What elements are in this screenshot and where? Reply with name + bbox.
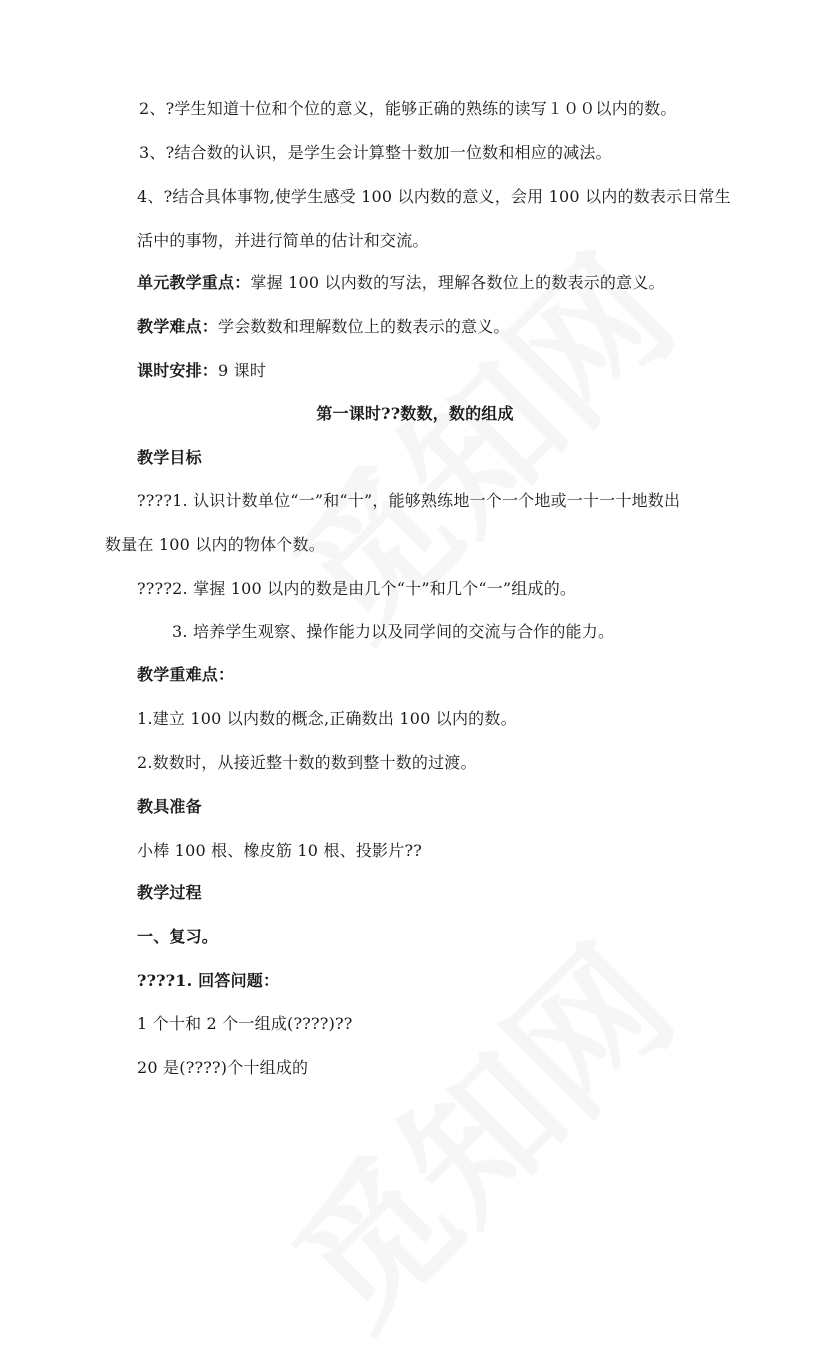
objective-item-continued: 数量在 100 以内的物体个数。 — [105, 535, 325, 554]
objective-item: ????2. 掌握 100 以内的数是由几个“十”和几个“一”组成的。 — [137, 579, 577, 598]
materials-heading: 教具准备 — [137, 797, 202, 816]
schedule-text: 9 课时 — [218, 361, 267, 380]
difficulty-line — [137, 316, 510, 338]
unit-focus-line — [137, 272, 665, 294]
schedule-label: 课时安排： — [137, 361, 219, 380]
lesson-title: 第一课时??数数，数的组成 — [316, 404, 514, 423]
key-point-item: 2.数数时，从接近整十数的数到整十数的过渡。 — [137, 753, 477, 772]
unit-focus-label: 单元教学重点： — [137, 273, 251, 292]
section-heading: 一、复习。 — [137, 927, 219, 946]
materials-text: 小棒 100 根、橡皮筋 10 根、投影片?? — [137, 841, 422, 860]
question-heading: ????1. 回答问题： — [137, 971, 280, 990]
objective-item: ????1. 认识计数单位“一”和“十”，能够熟练地一个一个地或一十一十地数出 — [137, 491, 681, 510]
key-points-heading: 教学重难点： — [137, 665, 235, 684]
question-item: 1 个十和 2 个一组成(????)?? — [137, 1014, 353, 1033]
paragraph-line: 3、?结合数的认识，是学生会计算整十数加一位数和相应的减法。 — [139, 143, 612, 162]
key-point-item: 1.建立 100 以内数的概念,正确数出 100 以内的数。 — [137, 709, 517, 728]
difficulty-label: 教学难点： — [137, 317, 219, 336]
process-heading: 教学过程 — [137, 883, 202, 902]
paragraph-line: 4、?结合具体事物,使学生感受 100 以内数的意义，会用 100 以内的数表示日常生 — [137, 187, 731, 206]
paragraph-line: 2、?学生知道十位和个位的意义，能够正确的熟练的读写１００以内的数。 — [139, 99, 677, 118]
watermark — [240, 893, 711, 1363]
schedule-line — [137, 360, 266, 382]
objective-item: 3. 培养学生观察、操作能力以及同学间的交流与合作的能力。 — [172, 622, 615, 641]
unit-focus-text: 掌握 100 以内数的写法，理解各数位上的数表示的意义。 — [250, 273, 665, 292]
paragraph-line: 活中的事物，并进行简单的估计和交流。 — [137, 231, 429, 250]
objectives-heading: 教学目标 — [137, 448, 202, 467]
question-item: 20 是(????)个十组成的 — [137, 1058, 309, 1077]
difficulty-text: 学会数数和理解数位上的数表示的意义。 — [218, 317, 510, 336]
